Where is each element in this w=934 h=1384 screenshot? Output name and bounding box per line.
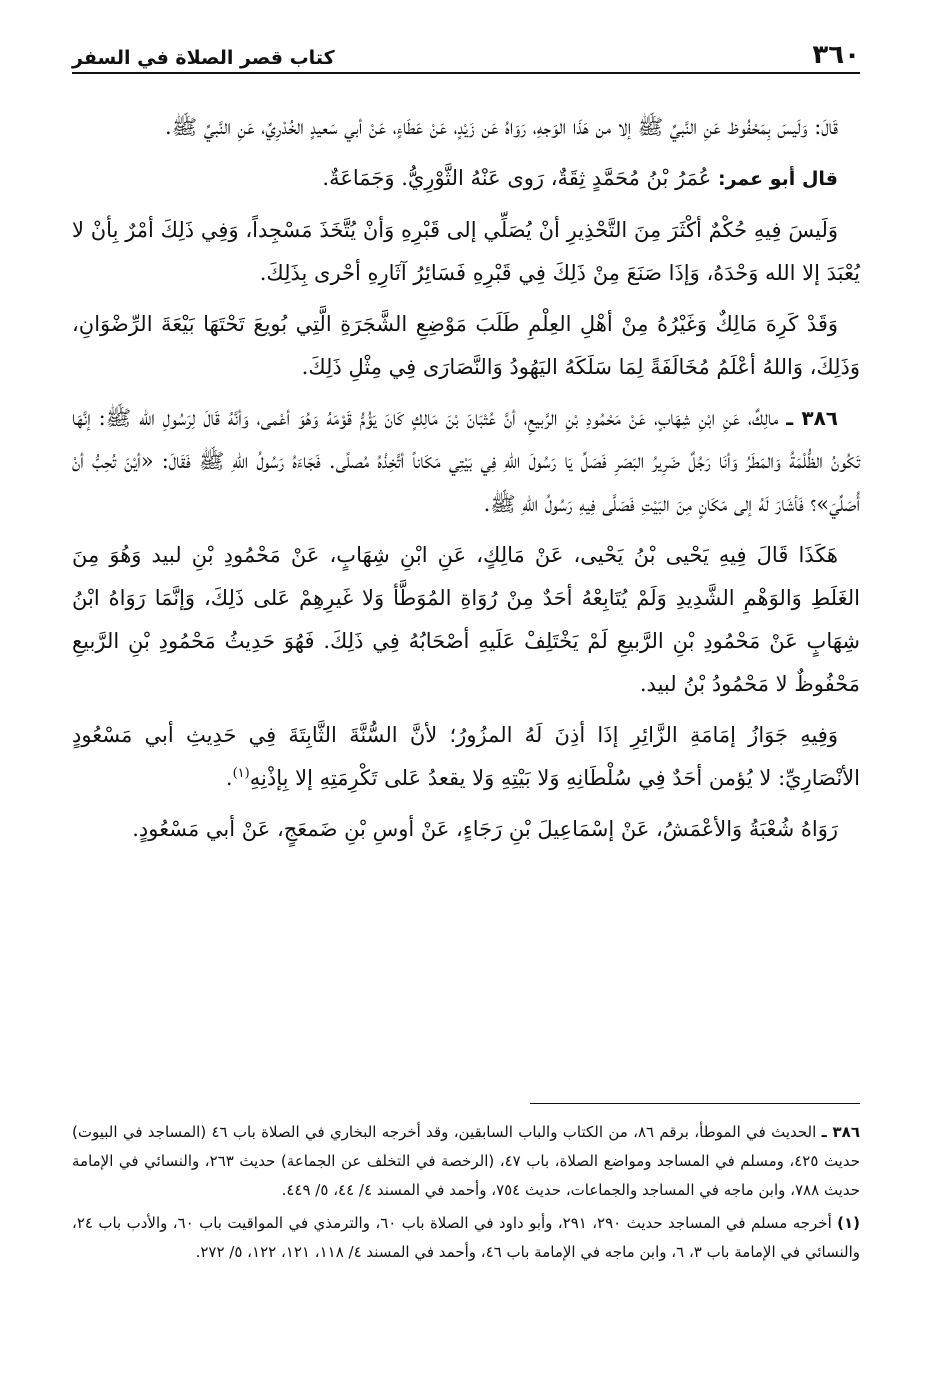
paragraph-text: وَفِيهِ جَوَازُ إمَامَةِ الزَّائِرِ إذَا أذِنَ لَهُ المزُورُ؛ لأنَّ السُّنَّةَ الثَّابِتَةَ فِي حَدِيثِ أبي مَسْعُودٍ الأنْصَارِيِّ: لا يُؤمن أحَدٌ فِي سُلْطَانِهِ وَلا بَيْتِهِ وَلا يقعدُ عَلى تَكْرِمَتِهِ إلا بِإذْنِهِ bbox=[72, 723, 860, 790]
footnotes bbox=[72, 1118, 860, 1271]
main-text bbox=[72, 106, 860, 851]
footnote bbox=[72, 1209, 860, 1267]
paragraph bbox=[72, 209, 860, 295]
paragraph bbox=[72, 534, 860, 706]
paragraph-text: عُمَرُ بْنُ مُحَمَّدٍ ثِقَةٌ، رَوى عَنْهُ الثَّوْرِيُّ. وَجَمَاعَةٌ. bbox=[322, 166, 712, 190]
footnote-text: أخرجه مسلم في المساجد حديث ٢٩٠، ٢٩١، وأبو داود في الصلاة باب ٦٠، والترمذي في المواقيت باب ٦٠، والأدب باب ٢٤، والنسائي في الإمامة باب ٣، ٦، وابن ماجه في الإمامة باب ٤٦، وأحمد في المسند ٤/ ١١٨، ١٢١، ١٢٢، ٥/ ٢٧٢. bbox=[72, 1214, 860, 1261]
paragraph-tail: . bbox=[225, 766, 233, 790]
paragraph bbox=[72, 303, 860, 389]
running-title: كتاب قصر الصلاة في السفر bbox=[72, 47, 335, 69]
footnote-label: (١) bbox=[837, 1214, 861, 1232]
hadith-paragraph bbox=[72, 397, 860, 526]
hadith-number: ٣٨٦ ـ bbox=[786, 406, 838, 430]
footnote-divider bbox=[530, 1103, 860, 1104]
speaker-label: قال أبو عمر: bbox=[718, 168, 838, 190]
footnote-reference: (١) bbox=[232, 766, 250, 781]
paragraph-text: هَكَذَا قَالَ فِيهِ يَحْيى بْنُ يَحْيى، عَنْ مَالِكٍ، عَنِ ابْنِ شِهَابٍ، عَنْ مَحْمُودِ بْنِ لبيد وَهُوَ مِنَ الغَلَطِ وَالوَهْمِ الشَّدِيدِ وَلَمْ يُتَابِعْهُ أحَدٌ مِنْ رُوَاةِ المُوَطَّأ وَلا غَيرِهِمْ عَلى ذَلِكَ، وَإنَّمَا رَوَاهُ ابْنُ شِهَابٍ عَنْ مَحْمُودِ بْنِ الرَّبيعِ لَمْ يَخْتَلِفْ عَلَيهِ أصْحَابُهُ فِي ذَلِكَ. فَهُوَ حَدِيثُ مَحْمُودِ بْنِ الرَّبيعِ مَحْفُوظٌ لا مَحْمُودُ بْنُ لبيد. bbox=[72, 543, 860, 696]
paragraph bbox=[72, 106, 860, 149]
paragraph-text: قَالَ: وَلَيسَ بِمَحْفُوظ عَنِ النَّبيِّ ﷺ إلا من هَذَا الوَجهِ، رَوَاهُ عَن زَيْدٍ، عَنْ عَطَاءٍ، عَنْ أبي سَعيدٍ الخُدْرِيِّ، عَنِ النَّبيِّ ﷺ. bbox=[165, 115, 838, 139]
paragraph-text: وَقَدْ كَرِهَ مَالِكٌ وَغَيْرُهُ مِنْ أهْلِ العِلْمِ طَلَبَ مَوْضِعِ الشَّجَرَةِ الَّتِي بُويعَ تَحْتَهَا بَيْعَةَ الرِّضْوَانِ، وَذَلِكَ، وَاللهُ أعْلَمُ مُخَالَفَةً لِمَا سَلَكَهُ اليَهُودُ وَالنَّصَارَى فِي مِثْلِ ذَلِكَ. bbox=[72, 312, 860, 379]
book-page bbox=[72, 28, 861, 1261]
footnote-label: ٣٨٦ ـ bbox=[821, 1123, 860, 1141]
page-header bbox=[72, 28, 860, 74]
page-number: ٣٦٠ bbox=[812, 40, 860, 70]
paragraph-text: وَلَيسَ فِيهِ حُكْمٌ أكْثَرَ مِنَ التَّحْذِيرِ أنْ يُصَلِّي إلى قَبْرِهِ وَأنْ يُتَّخَذَ مَسْجِداً، وَفِي ذَلِكَ أمْرٌ بِأنْ لا يُعْبَدَ إلا الله وَحْدَهُ، وَإذَا صَنَعَ مِنْ ذَلِكَ فِي قَبْرِهِ فَسَائِرُ آثَارِهِ أحْرى بِذَلِكَ. bbox=[72, 218, 860, 285]
paragraph bbox=[72, 808, 860, 851]
paragraph bbox=[72, 714, 860, 800]
paragraph-text: مالِكٌ، عَنِ ابْنِ شِهَابٍ، عَنْ مَحْمُودِ بْنِ الرَّبيعِ، أنَّ عُتْبَانَ بْنَ مَالِكٍ كَانَ يَؤُمُّ قَوْمَهُ وَهُوَ أعْمى، وَأنَّهُ قَالَ لِرَسُولِ الله ﷺ: إنَّهَا تَكُونُ الظُّلْمَةُ وَالمَطَرُ وَأنَا رَجُلٌ ضَرِيرُ البَصَرِ فَصَلِّ يَا رَسُولَ اللهِ فِي بَيْتِي مَكَاناً أتَّخِذْهُ مُصلًى. فَجَاءَهُ رَسُولُ اللهِ ﷺ فَقَالَ: «أيْنَ تُحِبُّ أنْ أُصَلِّيَ»؟ فَأشَارَ لَهُ إلى مَكَانٍ مِنَ البَيْتِ فَصَلَّى فِيهِ رَسُولُ اللهِ ﷺ. bbox=[72, 406, 860, 516]
paragraph bbox=[72, 157, 860, 201]
footnote-text: الحديث في الموطأ، برقم ٨٦، من الكتاب والباب السابقين، وقد أخرجه البخاري في الصلاة باب ٤٦ (المساجد في البيوت) حديث ٤٢٥، ومسلم في المساجد ومواضع الصلاة، باب ٤٧، (الرخصة في التخلف عن الجماعة) حديث ٢٦٣، والنسائي في الإمامة حديث ٧٨٨، وابن ماجه في المساجد والجماعات، حديث ٧٥٤، وأحمد في المسند ٤/ ٤٤، ٥/ ٤٤٩. bbox=[72, 1123, 861, 1199]
footnote bbox=[72, 1118, 860, 1205]
paragraph-text: رَوَاهُ شُعْبَةُ وَالأعْمَشُ، عَنْ إسْمَاعِيلَ بْنِ رَجَاءٍ، عَنْ أوسِ بْنِ ضَمعَجٍ، عَنْ أبي مَسْعُودٍ. bbox=[132, 817, 838, 841]
